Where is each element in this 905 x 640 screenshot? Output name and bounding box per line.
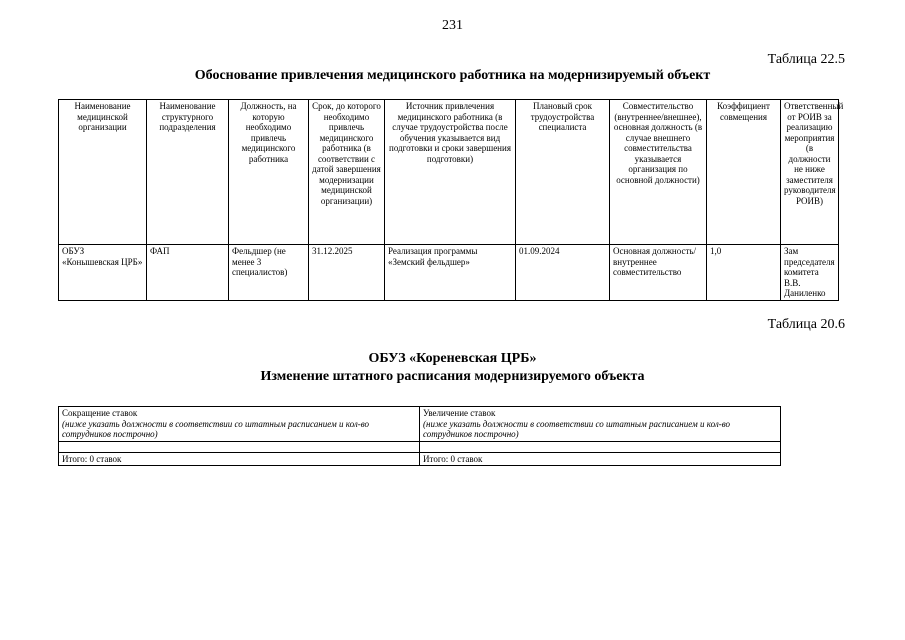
table-cell: 1,0	[707, 245, 781, 301]
staffing-change-table	[58, 406, 781, 466]
table-cell: Реализация программы «Земский фельдшер»	[385, 245, 516, 301]
table-label: Таблица 22.5	[767, 52, 845, 67]
table-label: Таблица 20.6	[767, 317, 845, 332]
header-cell: Наименование медицинской организации	[59, 100, 147, 245]
reduction-note: (ниже указать должности в соответствии со штатным расписанием и кол-во сотрудников построчно)	[62, 418, 370, 439]
table-row	[59, 245, 839, 301]
table-row	[59, 441, 781, 452]
increase-total: Итого: 0 ставок	[420, 452, 781, 466]
increase-header: Увеличение ставок	[423, 408, 496, 418]
table-title: Обоснование привлечения медицинского работника на модернизируемый объект	[194, 68, 711, 83]
total-row	[59, 452, 781, 466]
increase-note: (ниже указать должности в соответствии со штатным расписанием и кол-во сотрудников построчно)	[423, 418, 731, 439]
reduction-header: Сокращение ставок	[62, 408, 138, 418]
table-cell: Основная должность/внутреннее совместительство	[610, 245, 707, 301]
header-cell: Плановый срок трудоустройства специалиста	[516, 100, 610, 245]
reduction-total: Итого: 0 ставок	[59, 452, 420, 466]
table-title: Изменение штатного расписания модернизируемого объекта	[260, 369, 645, 384]
header-cell: Срок, до которого необходимо привлечь медицинского работника (в соответствии с датой завершения модернизации медицинской организации)	[309, 100, 385, 245]
table-cell: ОБУЗ «Конышевская ЦРБ»	[59, 245, 147, 301]
table-cell: 31.12.2025	[309, 245, 385, 301]
increase-header-cell	[420, 407, 781, 442]
table-header-row	[59, 100, 839, 245]
page-number: 231	[442, 18, 463, 33]
table-cell: 01.09.2024	[516, 245, 610, 301]
table-cell: Зам председателя комитета В.В. Даниленко	[781, 245, 839, 301]
table-header-row	[59, 407, 781, 442]
table-cell: ФАП	[147, 245, 229, 301]
header-cell: Совместительство (внутреннее/внешнее), основная должность (в случае внешнего совместительства указывается организация по основной должности)	[610, 100, 707, 245]
header-cell: Источник привлечения медицинского работника (в случае трудоустройства после обучения указывается вид подготовки и сроки завершения подготовки)	[385, 100, 516, 245]
header-cell: Коэффициент совмещения	[707, 100, 781, 245]
organization-title: ОБУЗ «Кореневская ЦРБ»	[368, 351, 537, 366]
table-cell	[59, 441, 420, 452]
header-cell: Наименование структурного подразделения	[147, 100, 229, 245]
staffing-justification-table	[58, 99, 844, 301]
reduction-header-cell	[59, 407, 420, 442]
header-cell: Ответственный от РОИВ за реализацию мероприятия (в должности не ниже заместителя руководителя РОИВ)	[781, 100, 839, 245]
header-cell: Должность, на которую необходимо привлечь медицинского работника	[229, 100, 309, 245]
table-cell	[420, 441, 781, 452]
table-cell: Фельдшер (не менее 3 специалистов)	[229, 245, 309, 301]
